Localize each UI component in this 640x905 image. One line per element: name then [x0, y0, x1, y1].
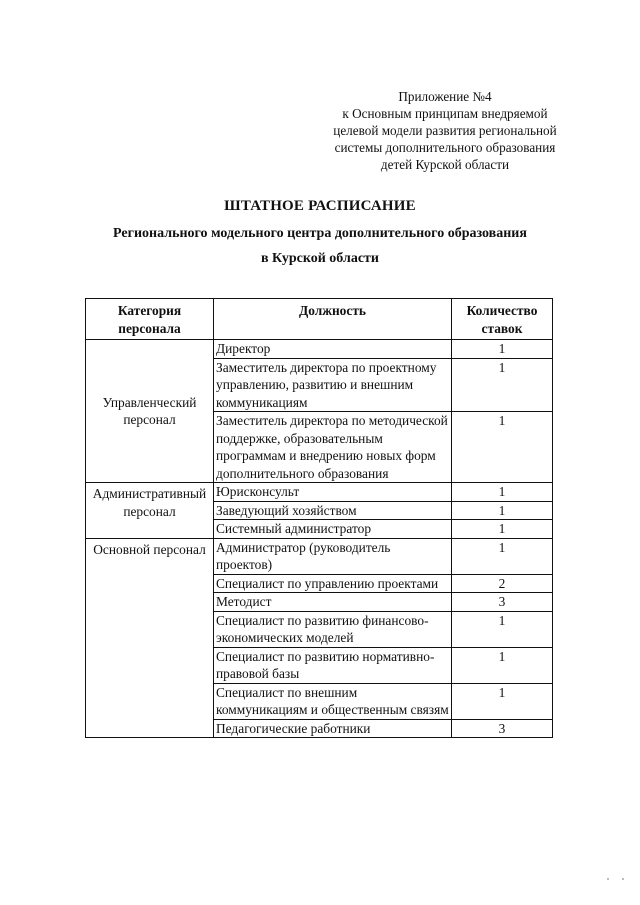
- quantity-cell: 1: [452, 520, 553, 539]
- position-cell: Администратор (руководитель проектов): [214, 538, 452, 574]
- position-cell: Методист: [214, 593, 452, 612]
- appendix-line: целевой модели развития региональной: [333, 123, 557, 138]
- position-cell: Заведующий хозяйством: [214, 501, 452, 520]
- position-cell: Системный администратор: [214, 520, 452, 539]
- scan-speck: [622, 878, 624, 880]
- appendix-header: [320, 88, 570, 173]
- appendix-line: детей Курской области: [380, 157, 510, 172]
- table-row: [86, 483, 553, 502]
- category-cell: Административный персонал: [86, 483, 214, 539]
- quantity-cell: 3: [452, 593, 553, 612]
- quantity-cell: 1: [452, 683, 553, 719]
- quantity-cell: 1: [452, 358, 553, 412]
- appendix-line: к Основным принципам внедряемой: [342, 106, 548, 121]
- quantity-cell: 3: [452, 719, 553, 738]
- document-subtitle: Регионального модельного центра дополнительного образования: [113, 226, 527, 241]
- quantity-cell: 1: [452, 483, 553, 502]
- document-title: ШТАТНОЕ РАСПИСАНИЕ: [224, 198, 416, 214]
- table-header-row: [86, 299, 553, 340]
- position-cell: Юрисконсульт: [214, 483, 452, 502]
- appendix-line: системы дополнительного образования: [334, 140, 556, 155]
- table-row: [86, 340, 553, 359]
- quantity-cell: 1: [452, 647, 553, 683]
- quantity-cell: 1: [452, 412, 553, 483]
- category-cell: Управленческий персонал: [86, 340, 214, 483]
- position-cell: Специалист по управлению проектами: [214, 574, 452, 593]
- appendix-line: Приложение №4: [398, 89, 492, 104]
- header-quantity: Количество ставок: [452, 299, 553, 340]
- staff-table: [85, 298, 553, 738]
- header-position: Должность: [214, 299, 452, 340]
- quantity-cell: 1: [452, 611, 553, 647]
- position-cell: Заместитель директора по проектному управлению, развитию и внешним коммуникациям: [214, 358, 452, 412]
- table-row: [86, 538, 553, 574]
- position-cell: Педагогические работники: [214, 719, 452, 738]
- position-cell: Директор: [214, 340, 452, 359]
- quantity-cell: 1: [452, 538, 553, 574]
- quantity-cell: 1: [452, 340, 553, 359]
- quantity-cell: 2: [452, 574, 553, 593]
- category-cell: Основной персонал: [86, 538, 214, 738]
- document-subtitle-region: в Курской области: [261, 251, 379, 266]
- quantity-cell: 1: [452, 501, 553, 520]
- position-cell: Заместитель директора по методической поддержке, образовательным программам и внедрению новых форм дополнительного образования: [214, 412, 452, 483]
- header-category: Категория персонала: [86, 299, 214, 340]
- scan-speck: [607, 878, 609, 880]
- position-cell: Специалист по внешним коммуникациям и общественным связям: [214, 683, 452, 719]
- position-cell: Специалист по развитию финансово-экономических моделей: [214, 611, 452, 647]
- position-cell: Специалист по развитию нормативно-правовой базы: [214, 647, 452, 683]
